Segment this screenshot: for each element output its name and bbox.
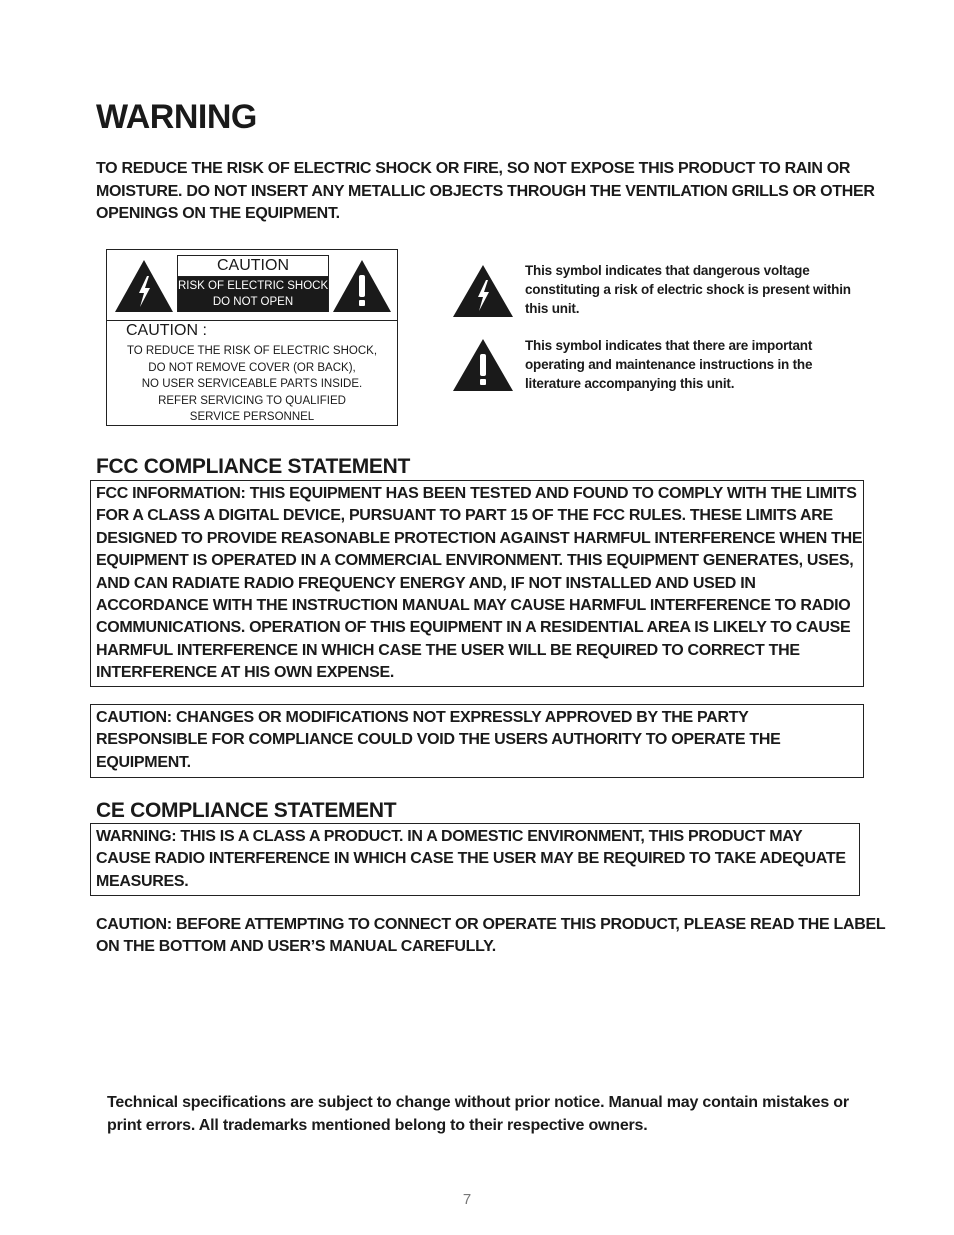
caution-line: REFER SERVICING TO QUALIFIED — [158, 394, 346, 407]
caution-label-header — [107, 250, 397, 321]
caution-label — [106, 249, 398, 426]
page-number: 7 — [462, 1191, 472, 1208]
ce-caution-text: CAUTION: BEFORE ATTEMPTING TO CONNECT OR OPERATE THIS PRODUCT, PLEASE READ THE LABEL ON THE BOTTOM AND USER’S MANUAL CAREFULLY. — [96, 916, 886, 956]
caution-box-line: RISK OF ELECTRIC SHOCK — [178, 280, 329, 292]
caution-box-line: DO NOT OPEN — [212, 296, 294, 308]
fcc-caution-box: CAUTION: CHANGES OR MODIFICATIONS NOT EXPRESSLY APPROVED BY THE PARTY RESPONSIBLE FOR COMPLIANCE COULD VOID THE USERS AUTHORITY TO OPERATE THE EQUIPMENT. — [90, 704, 864, 778]
caution-line: TO REDUCE THE RISK OF ELECTRIC SHOCK, — [126, 345, 378, 357]
exclamation-symbol-icon — [452, 338, 514, 392]
warning-intro: TO REDUCE THE RISK OF ELECTRIC SHOCK OR FIRE, SO NOT EXPOSE THIS PRODUCT TO RAIN OR MOISTURE. DO NOT INSERT ANY METALLIC OBJECTS THROUGH THE VENTILATION GRILLS OR OTHER OPENINGS ON THE EQUIPMENT. — [96, 160, 875, 222]
electric-shock-symbol-icon — [452, 264, 514, 318]
footer-note: Technical specifications are subject to change without prior notice. Manual may contain mistakes or print errors. All trademarks mentioned belong to their respective owners. — [107, 1094, 849, 1134]
caution-line: SERVICE PERSONNEL — [189, 411, 315, 423]
electric-shock-warning-icon — [113, 258, 175, 314]
caution-box-title: CAUTION — [178, 256, 328, 277]
fcc-heading: FCC COMPLIANCE STATEMENT — [96, 455, 411, 478]
caution-box — [177, 255, 329, 312]
page-title: WARNING — [96, 98, 257, 136]
caution-box-subtitle — [178, 277, 328, 312]
exclamation-symbol-description: This symbol indicates that there are important operating and maintenance instructions in the literature accompanying this unit. — [525, 338, 813, 391]
caution-line: NO USER SERVICEABLE PARTS INSIDE. — [141, 378, 363, 390]
caution-instructions — [107, 343, 397, 426]
caution-heading: CAUTION : — [126, 322, 207, 339]
voltage-symbol-description: This symbol indicates that dangerous voltage constituting a risk of electric shock is present within this unit. — [525, 263, 851, 316]
exclamation-warning-icon — [331, 258, 393, 314]
caution-line: DO NOT REMOVE COVER (OR BACK), — [148, 361, 356, 374]
ce-warning-box: WARNING: THIS IS A CLASS A PRODUCT. IN A DOMESTIC ENVIRONMENT, THIS PRODUCT MAY CAUSE RADIO INTERFERENCE IN WHICH CASE THE USER MAY BE REQUIRED TO TAKE ADEQUATE MEASURES. — [90, 823, 860, 896]
fcc-information-box: FCC INFORMATION: THIS EQUIPMENT HAS BEEN TESTED AND FOUND TO COMPLY WITH THE LIMITS FOR A CLASS A DIGITAL DEVICE, PURSUANT TO PART 15 OF THE FCC RULES. THESE LIMITS ARE DESIGNED TO PROVIDE REASONABLE PROTECTION AGAINST HARMFUL INTERFERENCE WHEN THE EQUIPMENT IS OPERATED IN A COMMERCIAL ENVIRONMENT. THIS EQUIPMENT GENERATES, USES, AND CAN RADIATE RADIO FREQUENCY ENERGY AND, IF NOT INSTALLED AND USED IN ACCORDANCE WITH THE INSTRUCTION MANUAL MAY CAUSE HARMFUL INTERFERENCE TO RADIO COMMUNICATIONS. OPERATION OF THIS EQUIPMENT IN A RESIDENTIAL AREA IS LIKELY TO CAUSE HARMFUL INTERFERENCE IN WHICH CASE THE USER WILL BE REQUIRED TO CORRECT THE INTERFERENCE AT HIS OWN EXPENSE. — [90, 480, 864, 687]
ce-heading: CE COMPLIANCE STATEMENT — [96, 799, 397, 822]
